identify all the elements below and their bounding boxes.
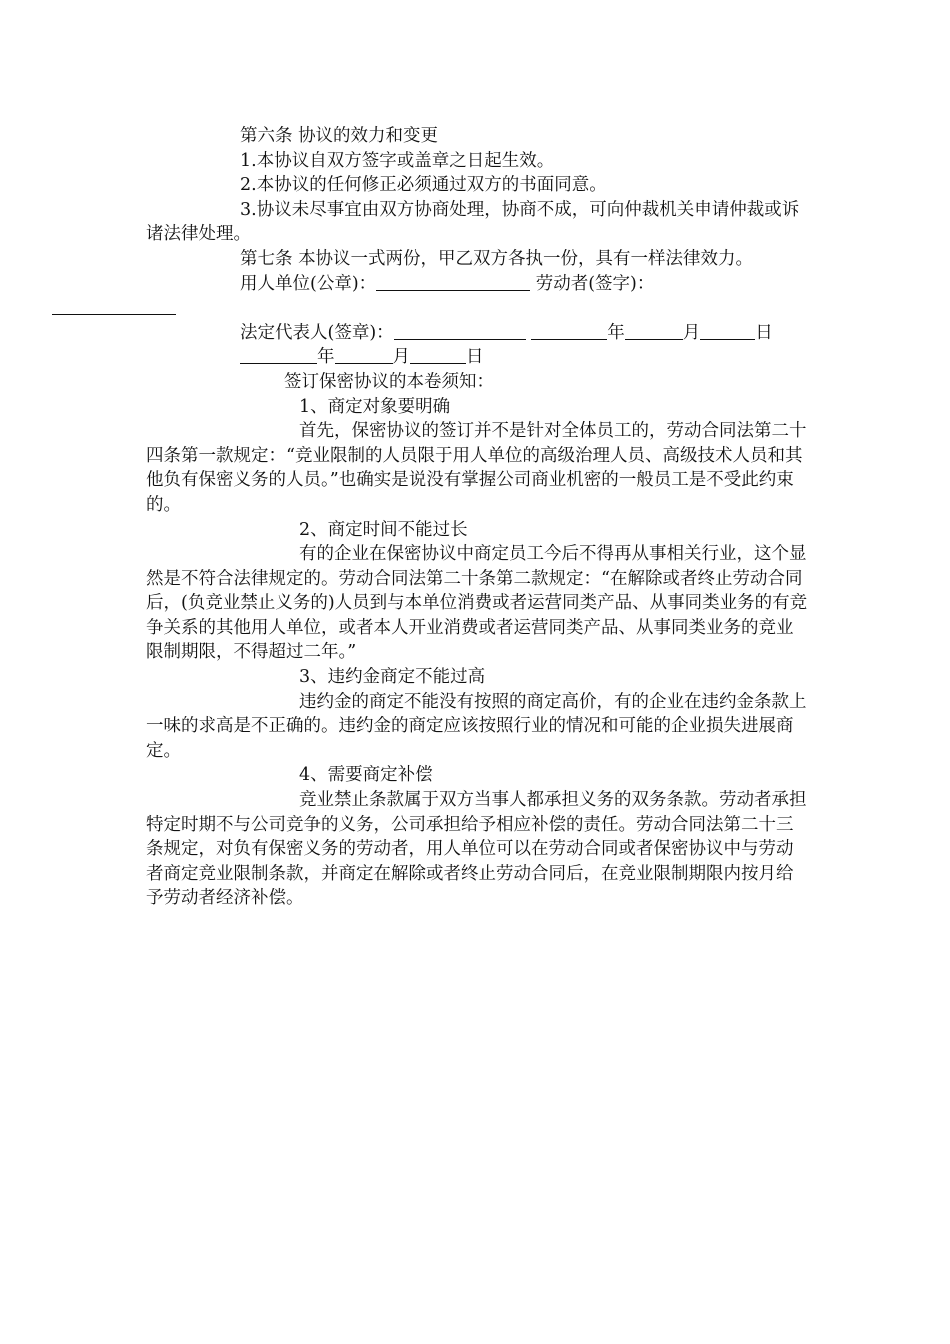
- rep-day-label: 日: [755, 322, 773, 343]
- notice-4-title: 4、需要商定补偿: [299, 765, 433, 786]
- article-6-clause-3: 3.协议未尽事宜由双方协商处理，协商不成，可向仲裁机关申请仲裁或诉诸法律处理。: [146, 199, 800, 245]
- signature-line-unit-worker: [146, 272, 808, 321]
- notice-4-body: 竞业禁止条款属于双方当事人都承担义务的双务条款。劳动者承担特定时期不与公司竞争的义务，公司承担给予相应补偿的责任。劳动合同法第二十三条规定，对负有保密义务的劳动者，用人单位可以在劳动合同或者保密协议中与劳动者商定竞业限制条款，并商定在解除或者终止劳动合同后，在竞业限制期限内按月给予劳动者经济补偿。: [146, 790, 807, 909]
- date-month-blank: [335, 345, 393, 364]
- article-6-clause-1: 1.本协议自双方签字或盖章之日起生效。: [240, 150, 555, 171]
- rep-seal-blank: [394, 321, 526, 340]
- notice-1-title: 1、商定对象要明确: [299, 396, 451, 417]
- rep-month-label: 月: [682, 322, 701, 343]
- rep-month-blank: [625, 321, 683, 340]
- date-day-label: 日: [466, 347, 484, 368]
- document-page: [146, 124, 808, 911]
- date-year-label: 年: [317, 347, 335, 368]
- date-year-blank: [240, 345, 317, 364]
- notice-3-title: 3、违约金商定不能过高: [299, 667, 486, 688]
- notice-2-title: 2、商定时间不能过长: [299, 519, 468, 540]
- signature-line-representative: [146, 321, 808, 346]
- notice-2-body: 有的企业在保密协议中商定员工今后不得再从事相关行业，这个显然是不符合法律规定的。劳动合同法第二十条第二款规定：“在解除或者终止劳动合同后，(负竞业禁止义务的)人员到与本单位消费或者运营同类产品、从事同类业务的有竞争关系的其他用人单位，或者本人开业消费或者运营同类产品、从事同类业务的竞业限制期限，不得超过二年。”: [146, 544, 808, 663]
- rep-year-label: 年: [607, 322, 625, 343]
- article-7: 第七条 本协议一式两份，甲乙双方各执一份，具有一样法律效力。: [240, 248, 754, 269]
- worker-sign-blank: [52, 296, 176, 315]
- rep-year-blank: [531, 321, 607, 340]
- notice-1-body: 首先，保密协议的签订并不是针对全体员工的，劳动合同法第二十四条第一款规定：“竞业限制的人员限于用人单位的高级治理人员、高级技术人员和其他负有保密义务的人员。”也确实是说没有掌握公司商业机密的一般员工是不受此约束的。: [146, 421, 807, 515]
- notice-3-body: 违约金的商定不能没有按照的商定高价，有的企业在违约金条款上一味的求高是不正确的。违约金的商定应该按照行业的情况和可能的企业损失进展商定。: [146, 691, 807, 761]
- date-day-blank: [410, 345, 466, 364]
- rep-day-blank: [700, 321, 755, 340]
- unit-seal-label: 用人单位(公章)：: [240, 273, 377, 294]
- notice-title: 签订保密协议的本卷须知：: [284, 371, 494, 392]
- unit-seal-blank: [376, 272, 530, 291]
- rep-seal-label: 法定代表人(签章)：: [240, 322, 394, 343]
- signature-date-line: [146, 345, 808, 370]
- article-6-title: 第六条 协议的效力和变更: [240, 126, 439, 146]
- date-month-label: 月: [392, 347, 410, 368]
- worker-sign-label: 劳动者(签字)：: [530, 273, 655, 294]
- article-6-clause-2: 2.本协议的任何修正必须通过双方的书面同意。: [240, 175, 607, 196]
